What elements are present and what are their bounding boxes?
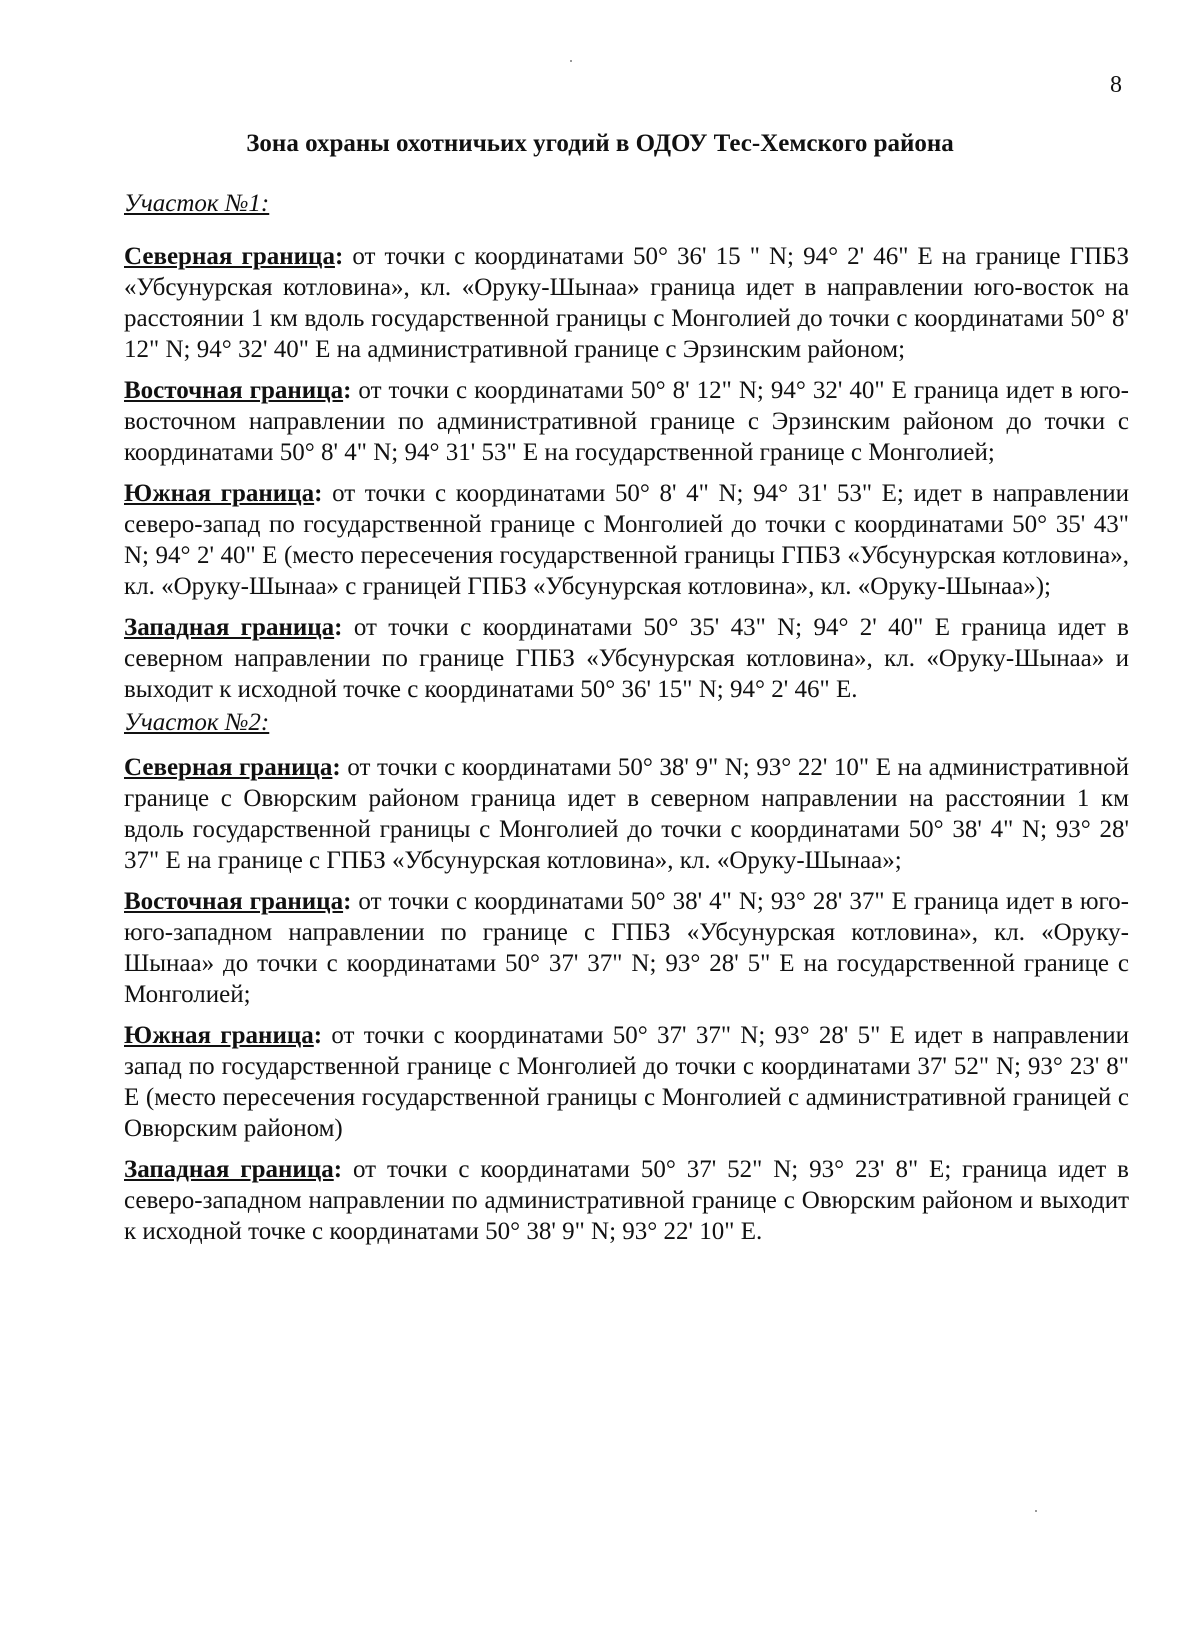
boundary-colon: :: [334, 614, 343, 641]
paragraph-south-boundary-plot-2: [124, 1020, 1129, 1144]
boundary-text: от точки с координатами 50° 38' 4" N; 93° 28' 37" Е граница идет в юго-юго-западном направлении по границе с ГПБЗ «Убсунурская котловина», кл. «Оруку-Шынаа» до точки с координатами 50° 37' 37" N; 93° 28' 5" Е на государственной границе с Монголией;: [124, 888, 1129, 1008]
boundary-label: Восточная граница: [124, 377, 344, 404]
boundary-label: Южная граница: [124, 480, 315, 507]
boundary-colon: :: [314, 480, 323, 507]
paragraph-east-boundary-plot-1: [124, 375, 1129, 468]
boundary-text: от точки с координатами 50° 38' 9" N; 93° 22' 10" Е на административной границе с Овюрским районом граница идет в северном направлении на расстоянии 1 км вдоль государственной границы с Монголией до точки с координатами 50° 38' 4" N; 93° 28' 37" Е на границе с ГПБЗ «Убсунурская котловина», кл. «Оруку-Шынаа»;: [124, 754, 1129, 874]
boundary-colon: :: [343, 377, 352, 404]
boundary-colon: :: [334, 243, 344, 270]
paragraph-north-boundary-plot-1: [124, 241, 1129, 365]
boundary-text: от точки с координатами 50° 8' 4" N; 94° 31' 53" Е; идет в направлении северо-запад по государственной границе с Монголией до точки с координатами 50° 35' 43" N; 94° 2' 40" Е (место пересечения государственной границы ГПБЗ «Убсунурская котловина», кл. «Оруку-Шынаа» с границей ГПБЗ «Убсунурская котловина», кл. «Оруку-Шынаа»);: [124, 480, 1129, 600]
boundary-text: от точки с координатами 50° 37' 37" N; 93° 28' 5" Е идет в направлении запад по государственной границе с Монголией до точки с координатами 37' 52" N; 93° 23' 8" Е (место пересечения государственной границы с Монголией с административной границей с Овюрским районом): [124, 1022, 1129, 1142]
boundary-label: Южная граница: [124, 1022, 314, 1049]
boundary-text: от точки с координатами 50° 37' 52" N; 93° 23' 8" Е; граница идет в северо-западном направлении по административной границе с Овюрским районом и выходит к исходной точке с координатами 50° 38' 9" N; 93° 22' 10" Е.: [124, 1156, 1129, 1245]
boundary-colon: :: [343, 888, 352, 915]
paragraph-west-boundary-plot-1: [124, 612, 1129, 705]
boundary-label: Восточная граница: [124, 888, 344, 915]
boundary-label: Северная граница: [124, 754, 333, 781]
boundary-label: Северная граница: [124, 243, 335, 270]
boundary-colon: :: [332, 754, 341, 781]
scan-speck: [1035, 1510, 1037, 1512]
document-title: Зона охраны охотничьих угодий в ОДОУ Тес-Хемского района: [246, 130, 954, 157]
boundary-label: Западная граница: [124, 1156, 334, 1183]
document-body: [124, 188, 1129, 1257]
scan-speck: [570, 60, 572, 62]
boundary-text: от точки с координатами 50° 8' 12" N; 94° 32' 40" Е граница идет в юго-восточном направлении по административной границе с Эрзинским районом до точки с координатами 50° 8' 4" N; 94° 31' 53" Е на государственной границе с Монголией;: [124, 377, 1129, 466]
paragraph-north-boundary-plot-2: [124, 752, 1129, 876]
boundary-colon: :: [313, 1022, 323, 1049]
section-label-plot-1: Участок №1:: [124, 190, 270, 217]
boundary-colon: :: [333, 1156, 343, 1183]
boundary-label: Западная граница: [124, 614, 335, 641]
boundary-text: от точки с координатами 50° 35' 43" N; 94° 2' 40" Е граница идет в северном направлении по границе ГПБЗ «Убсунурская котловина», кл. «Оруку-Шынаа» и выходит к исходной точке с координатами 50° 36' 15" N; 94° 2' 46" Е.: [124, 614, 1129, 703]
boundary-text: от точки с координатами 50° 36' 15 " N; 94° 2' 46" Е на границе ГПБЗ «Убсунурская котловина», кл. «Оруку-Шынаа» граница идет в направлении юго-восток на расстоянии 1 км вдоль государственной границы с Монголией до точки с координатами 50° 8' 12" N; 94° 32' 40" Е на административной границе с Эрзинским районом;: [124, 243, 1130, 363]
page-number: 8: [1110, 72, 1122, 98]
paragraph-west-boundary-plot-2: [124, 1154, 1129, 1247]
paragraph-south-boundary-plot-1: [124, 478, 1129, 602]
section-label-plot-2: Участок №2:: [124, 709, 270, 736]
paragraph-east-boundary-plot-2: [124, 886, 1129, 1010]
